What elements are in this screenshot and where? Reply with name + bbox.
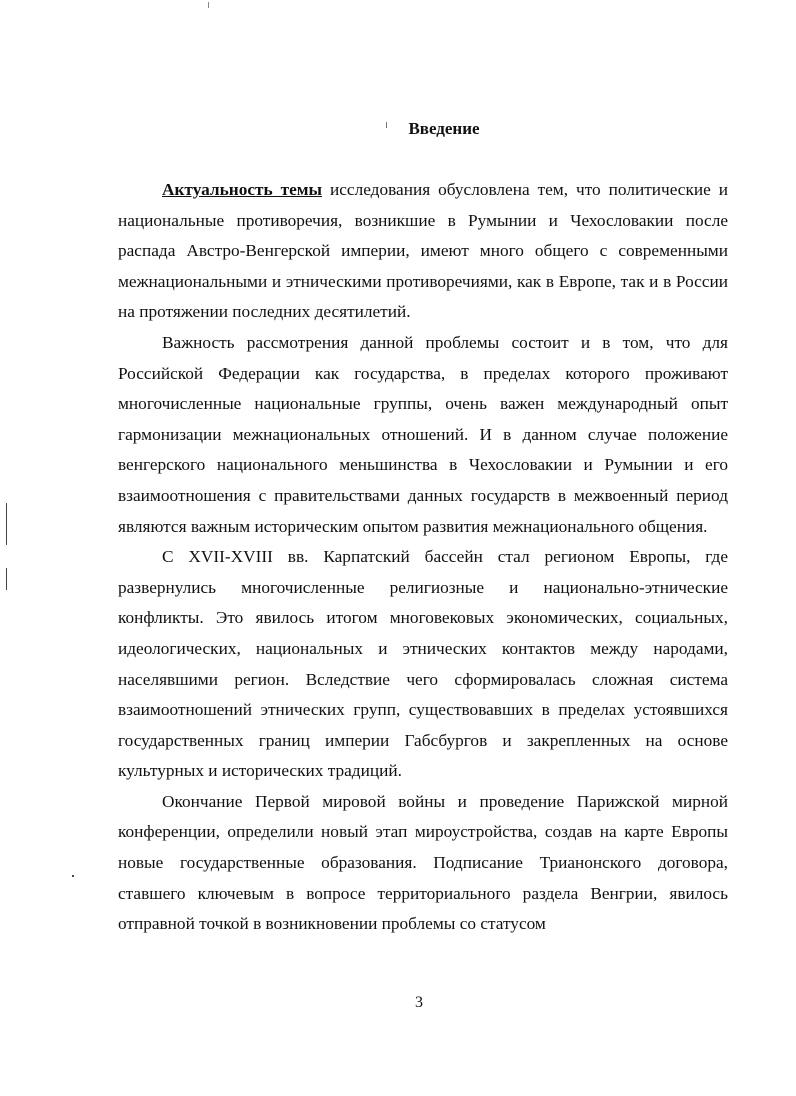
paragraph-1-text: исследования обусловлена тем, что политические и национальные противоречия, возникшие в Румынии и Чехословакии после распада Австро-Венгерской империи, имеют много общего с современными межнациональными и этническими противоречиями, как в Европе, так и в России на протяжении последних десятилетий. — [118, 180, 728, 322]
paragraph-3: С XVII-XVIII вв. Карпатский бассейн стал регионом Европы, где развернулись многочисленные религиозные и национально-этнические конфликты. Это явилось итогом многовековых экономических, социальных, идеологических, национальных и этнических контактов между народами, населявшими регион. Вследствие чего сформировалась сложная система взаимоотношений этнических групп, существовавших в пределах устоявшихся государственных границ империи Габсбургов и закрепленных на основе культурных и исторических традиций. — [118, 547, 728, 781]
section-title: Введение — [408, 119, 480, 138]
scan-artifact — [208, 2, 209, 8]
scan-artifact — [72, 875, 74, 877]
paragraph-1 — [118, 175, 728, 328]
paragraph-4: Окончание Первой мировой войны и проведение Парижской мирной конференции, определили новый этап мироустройства, создав на карте Европы новые государственные образования. Подписание Трианонского договора, ставшего ключевым в вопросе территориального раздела Венгрии, явилось отправной точкой в возникновении проблемы со статусом — [118, 791, 728, 934]
scan-artifact — [6, 503, 7, 545]
scan-artifact — [6, 568, 7, 590]
page-number: 3 — [415, 994, 423, 1011]
paragraph-2: Важность рассмотрения данной проблемы состоит и в том, что для Российской Федерации как государства, в пределах которого проживают многочисленные национальные группы, очень важен международный опыт гармонизации межнациональных отношений. И в данном случае положение венгерского национального меньшинства в Чехословакии и Румынии и его взаимоотношения с правительствами данных государств в межвоенный период являются важным историческим опытом развития межнационального общения. — [118, 332, 728, 536]
body-text — [118, 175, 728, 940]
relevance-heading: Актуальность темы — [162, 180, 323, 199]
